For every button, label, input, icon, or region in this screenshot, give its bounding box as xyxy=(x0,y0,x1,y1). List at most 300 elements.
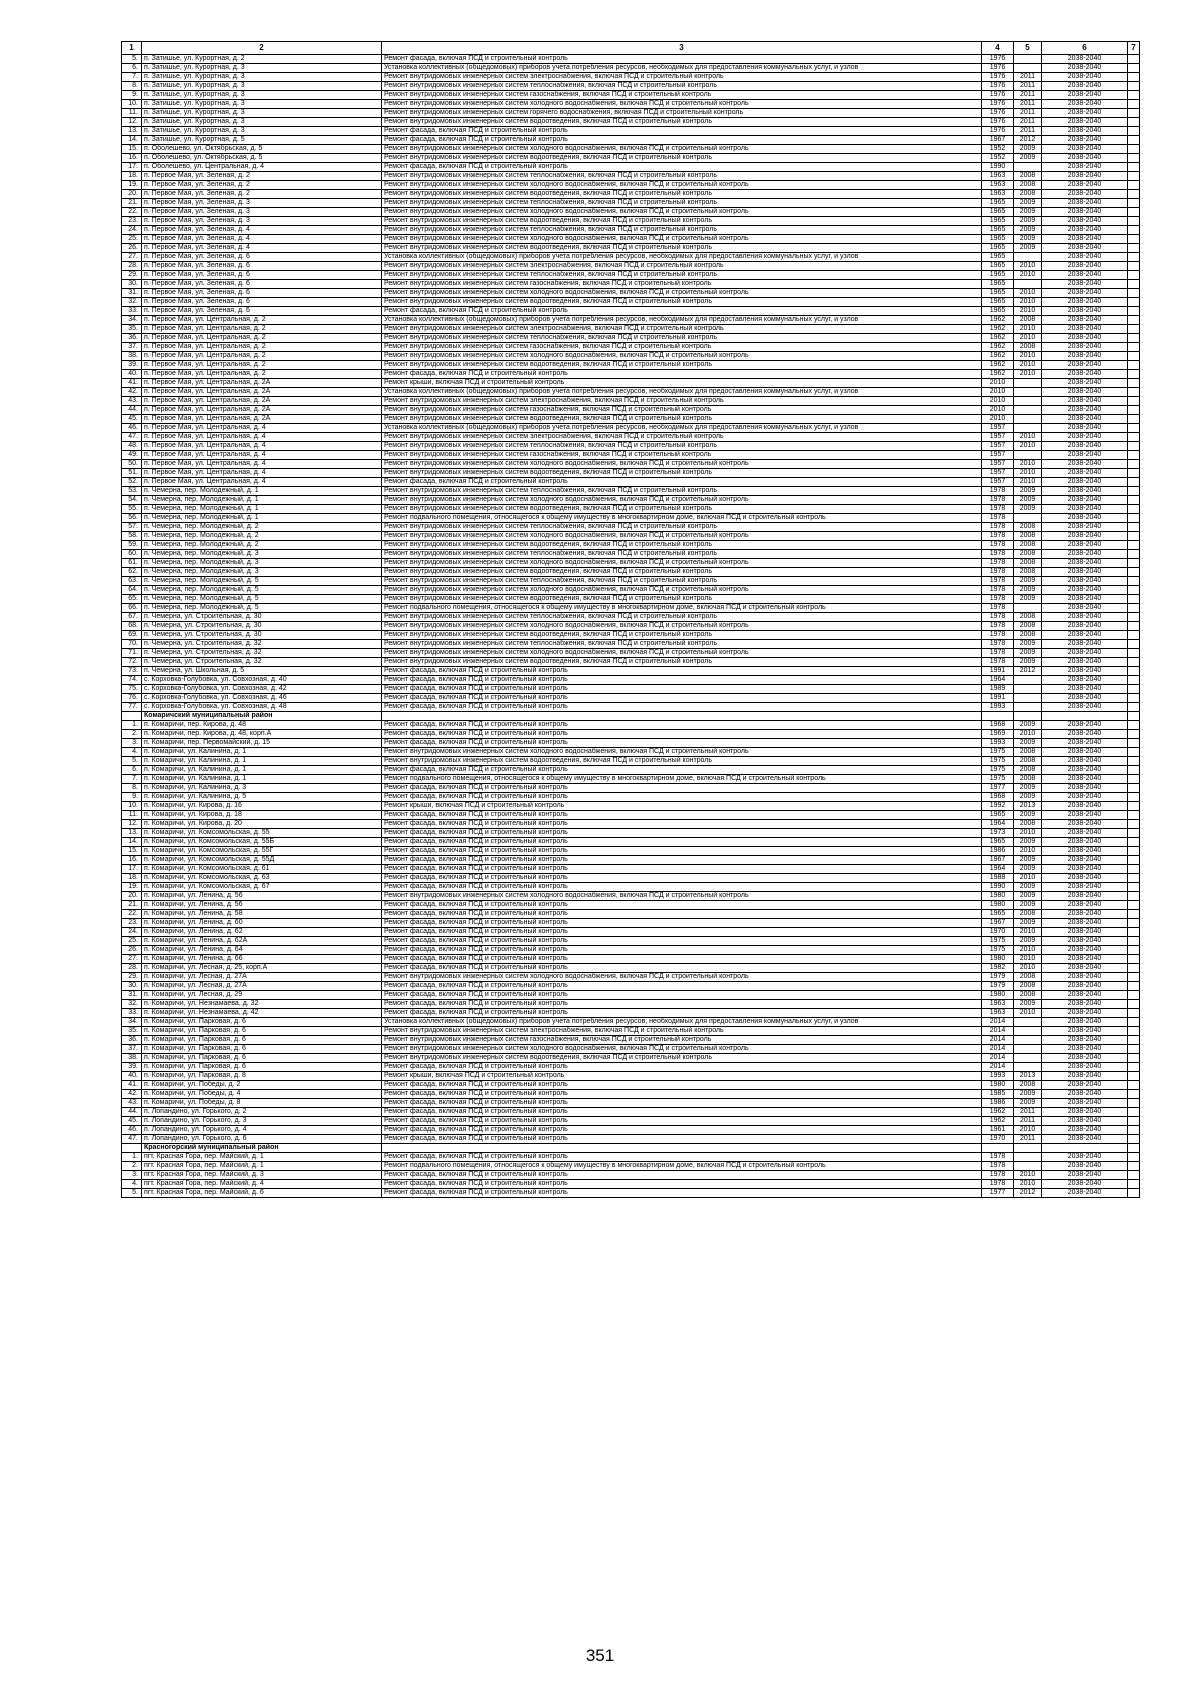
row-number: 9. xyxy=(122,91,142,100)
table-row xyxy=(122,145,1140,154)
address: п. Комаричи, ул. Парковая, д. 6 xyxy=(142,1018,382,1027)
note xyxy=(1128,226,1140,235)
note xyxy=(1128,100,1140,109)
work-type: Ремонт фасада, включая ПСД и строительный контроль xyxy=(382,55,982,64)
note xyxy=(1128,181,1140,190)
note xyxy=(1128,721,1140,730)
planned-period: 2038-2040 xyxy=(1042,802,1128,811)
last-repair-year: 2009 xyxy=(1014,595,1042,604)
work-type: Ремонт фасада, включая ПСД и строительный контроль xyxy=(382,811,982,820)
planned-period: 2038-2040 xyxy=(1042,217,1128,226)
year-built: 1965 xyxy=(982,199,1014,208)
planned-period: 2038-2040 xyxy=(1042,190,1128,199)
note xyxy=(1128,1081,1140,1090)
address: п. Первое Мая, ул. Зеленая, д. 6 xyxy=(142,280,382,289)
work-type: Ремонт внутридомовых инженерных систем теплоснабжения, включая ПСД и строительный контроль xyxy=(382,226,982,235)
row-number: 35. xyxy=(122,1027,142,1036)
work-type: Ремонт фасада, включая ПСД и строительный контроль xyxy=(382,964,982,973)
table-row xyxy=(122,640,1140,649)
work-type: Ремонт внутридомовых инженерных систем водоотведения, включая ПСД и строительный контроль xyxy=(382,631,982,640)
table-row xyxy=(122,694,1140,703)
last-repair-year: 2012 xyxy=(1014,1189,1042,1198)
note xyxy=(1128,1126,1140,1135)
year-built: 1986 xyxy=(982,1099,1014,1108)
year-built: 1964 xyxy=(982,820,1014,829)
last-repair-year xyxy=(1014,1054,1042,1063)
planned-period: 2038-2040 xyxy=(1042,910,1128,919)
row-number: 20. xyxy=(122,190,142,199)
planned-period: 2038-2040 xyxy=(1042,235,1128,244)
planned-period: 2038-2040 xyxy=(1042,307,1128,316)
address: п. Комаричи, ул. Незнамаева, д. 42 xyxy=(142,1009,382,1018)
planned-period: 2038-2040 xyxy=(1042,460,1128,469)
year-built: 1993 xyxy=(982,1072,1014,1081)
last-repair-year: 2010 xyxy=(1014,352,1042,361)
planned-period: 2038-2040 xyxy=(1042,1180,1128,1189)
address: п. Чемерна, ул. Строительная, д. 32 xyxy=(142,649,382,658)
work-type: Ремонт внутридомовых инженерных систем водоотведения, включая ПСД и строительный контроль xyxy=(382,469,982,478)
work-type: Ремонт фасада, включая ПСД и строительный контроль xyxy=(382,721,982,730)
note xyxy=(1128,253,1140,262)
year-built: 1970 xyxy=(982,928,1014,937)
row-number: 32. xyxy=(122,298,142,307)
row-number: 62. xyxy=(122,568,142,577)
year-built: 1963 xyxy=(982,190,1014,199)
work-type: Ремонт внутридомовых инженерных систем газоснабжения, включая ПСД и строительный контроль xyxy=(382,280,982,289)
planned-period: 2038-2040 xyxy=(1042,1063,1128,1072)
year-built: 1957 xyxy=(982,442,1014,451)
last-repair-year: 2009 xyxy=(1014,577,1042,586)
row-number: 22. xyxy=(122,910,142,919)
table-row xyxy=(122,1126,1140,1135)
address: с. Корховка-Голубовка, ул. Совхозная, д. 40 xyxy=(142,676,382,685)
last-repair-year: 2008 xyxy=(1014,190,1042,199)
year-built: 2010 xyxy=(982,388,1014,397)
table-row xyxy=(122,613,1140,622)
table-row xyxy=(122,280,1140,289)
last-repair-year: 2010 xyxy=(1014,370,1042,379)
year-built: 1978 xyxy=(982,496,1014,505)
address: п. Первое Мая, ул. Центральная, д. 4 xyxy=(142,433,382,442)
last-repair-year: 2010 xyxy=(1014,847,1042,856)
table-row xyxy=(122,604,1140,613)
last-repair-year: 2010 xyxy=(1014,829,1042,838)
work-type: Ремонт фасада, включая ПСД и строительный контроль xyxy=(382,127,982,136)
table-row xyxy=(122,811,1140,820)
planned-period: 2038-2040 xyxy=(1042,1009,1128,1018)
year-built: 1978 xyxy=(982,550,1014,559)
planned-period: 2038-2040 xyxy=(1042,1171,1128,1180)
table-row xyxy=(122,775,1140,784)
planned-period: 2038-2040 xyxy=(1042,55,1128,64)
table-row xyxy=(122,199,1140,208)
row-number: 66. xyxy=(122,604,142,613)
last-repair-year: 2008 xyxy=(1014,775,1042,784)
planned-period: 2038-2040 xyxy=(1042,919,1128,928)
address: п. Комаричи, ул. Победы, д. 4 xyxy=(142,1090,382,1099)
address: п. Первое Мая, ул. Центральная, д. 2 xyxy=(142,352,382,361)
last-repair-year: 2008 xyxy=(1014,523,1042,532)
work-type: Ремонт внутридомовых инженерных систем холодного водоснабжения, включая ПСД и строительный контроль xyxy=(382,181,982,190)
address: п. Комаричи, ул. Калинина, д. 1 xyxy=(142,775,382,784)
year-built: 1993 xyxy=(982,739,1014,748)
planned-period: 2038-2040 xyxy=(1042,757,1128,766)
planned-period: 2038-2040 xyxy=(1042,613,1128,622)
last-repair-year: 2010 xyxy=(1014,262,1042,271)
note xyxy=(1128,1018,1140,1027)
address: п. Комаричи, ул. Кирова, д. 16 xyxy=(142,802,382,811)
table-row xyxy=(122,298,1140,307)
last-repair-year: 2010 xyxy=(1014,946,1042,955)
last-repair-year: 2010 xyxy=(1014,289,1042,298)
note xyxy=(1128,280,1140,289)
table-row xyxy=(122,73,1140,82)
table-row xyxy=(122,883,1140,892)
table-row xyxy=(122,703,1140,712)
table-row xyxy=(122,316,1140,325)
row-number: 2. xyxy=(122,1162,142,1171)
table-row xyxy=(122,514,1140,523)
table-row xyxy=(122,667,1140,676)
table-row xyxy=(122,64,1140,73)
work-type: Ремонт фасада, включая ПСД и строительный контроль xyxy=(382,667,982,676)
last-repair-year: 2008 xyxy=(1014,766,1042,775)
table-row xyxy=(122,82,1140,91)
planned-period: 2038-2040 xyxy=(1042,937,1128,946)
year-built: 1965 xyxy=(982,811,1014,820)
work-type: Ремонт внутридомовых инженерных систем теплоснабжения, включая ПСД и строительный контроль xyxy=(382,442,982,451)
row-number: 45. xyxy=(122,1117,142,1126)
last-repair-year: 2009 xyxy=(1014,1099,1042,1108)
last-repair-year xyxy=(1014,685,1042,694)
year-built: 2014 xyxy=(982,1063,1014,1072)
work-type: Установка коллективных (общедомовых) приборов учета потребления ресурсов, необходимых для предоставления коммунальных услуг, и узлов xyxy=(382,253,982,262)
row-number: 26. xyxy=(122,946,142,955)
table-row xyxy=(122,820,1140,829)
planned-period: 2038-2040 xyxy=(1042,478,1128,487)
last-repair-year: 2008 xyxy=(1014,343,1042,352)
planned-period: 2038-2040 xyxy=(1042,514,1128,523)
work-type: Ремонт фасада, включая ПСД и строительный контроль xyxy=(382,1126,982,1135)
year-built: 1992 xyxy=(982,802,1014,811)
row-number: 6. xyxy=(122,766,142,775)
note xyxy=(1128,388,1140,397)
address: п. Комаричи, ул. Лесная, д. 27А xyxy=(142,982,382,991)
work-type: Ремонт фасада, включая ПСД и строительный контроль xyxy=(382,928,982,937)
row-number: 53. xyxy=(122,487,142,496)
address: п. Первое Мая, ул. Зеленая, д. 6 xyxy=(142,289,382,298)
address: п. Чемерна, пер. Молодежный, д. 5 xyxy=(142,595,382,604)
planned-period: 2038-2040 xyxy=(1042,316,1128,325)
year-built: 1963 xyxy=(982,172,1014,181)
note xyxy=(1128,919,1140,928)
planned-period: 2038-2040 xyxy=(1042,388,1128,397)
year-built: 1965 xyxy=(982,244,1014,253)
last-repair-year: 2008 xyxy=(1014,550,1042,559)
table-row xyxy=(122,955,1140,964)
last-repair-year: 2009 xyxy=(1014,793,1042,802)
last-repair-year: 2011 xyxy=(1014,91,1042,100)
last-repair-year: 2008 xyxy=(1014,1081,1042,1090)
row-number: 19. xyxy=(122,181,142,190)
address: п. Первое Мая, ул. Центральная, д. 2А xyxy=(142,406,382,415)
last-repair-year: 2008 xyxy=(1014,910,1042,919)
planned-period: 2038-2040 xyxy=(1042,109,1128,118)
address: п. Комаричи, ул. Калинина, д. 1 xyxy=(142,757,382,766)
note xyxy=(1128,1036,1140,1045)
planned-period: 2038-2040 xyxy=(1042,1153,1128,1162)
planned-period: 2038-2040 xyxy=(1042,820,1128,829)
address: п. Комаричи, ул. Калинина, д. 5 xyxy=(142,793,382,802)
section-title: Красногорский муниципальный район xyxy=(142,1144,382,1153)
planned-period: 2038-2040 xyxy=(1042,253,1128,262)
year-built: 1976 xyxy=(982,64,1014,73)
planned-period: 2038-2040 xyxy=(1042,550,1128,559)
address: п. Комаричи, ул. Ленина, д. 66 xyxy=(142,955,382,964)
last-repair-year: 2010 xyxy=(1014,334,1042,343)
table-row xyxy=(122,325,1140,334)
planned-period: 2038-2040 xyxy=(1042,271,1128,280)
work-type: Ремонт внутридомовых инженерных систем водоотведения, включая ПСД и строительный контроль xyxy=(382,217,982,226)
last-repair-year xyxy=(1014,712,1042,721)
note xyxy=(1128,649,1140,658)
address: п. Комаричи, ул. Комсомольская, д. 67 xyxy=(142,883,382,892)
address: п. Комаричи, ул. Лесная, д. 29 xyxy=(142,991,382,1000)
year-built: 1978 xyxy=(982,505,1014,514)
planned-period: 2038-2040 xyxy=(1042,775,1128,784)
work-type: Установка коллективных (общедомовых) приборов учета потребления ресурсов, необходимых для предоставления коммунальных услуг, и узлов xyxy=(382,424,982,433)
address: п. Чемерна, ул. Строительная, д. 30 xyxy=(142,622,382,631)
address: п. Первое Мая, ул. Зеленая, д. 3 xyxy=(142,199,382,208)
planned-period: 2038-2040 xyxy=(1042,829,1128,838)
last-repair-year: 2010 xyxy=(1014,928,1042,937)
row-number: 33. xyxy=(122,307,142,316)
row-number: 27. xyxy=(122,955,142,964)
last-repair-year: 2009 xyxy=(1014,649,1042,658)
note xyxy=(1128,91,1140,100)
table-row xyxy=(122,658,1140,667)
work-type: Ремонт внутридомовых инженерных систем водоотведения, включая ПСД и строительный контроль xyxy=(382,298,982,307)
address: п. Первое Мая, ул. Центральная, д. 2А xyxy=(142,397,382,406)
row-number: 15. xyxy=(122,145,142,154)
planned-period: 2038-2040 xyxy=(1042,325,1128,334)
work-type: Ремонт подвального помещения, относящегося к общему имуществу в многоквартирном доме, включая ПСД и строительный контроль xyxy=(382,1162,982,1171)
last-repair-year: 2013 xyxy=(1014,1072,1042,1081)
note xyxy=(1128,298,1140,307)
planned-period: 2038-2040 xyxy=(1042,1162,1128,1171)
planned-period: 2038-2040 xyxy=(1042,1126,1128,1135)
address: п. Комаричи, пер. Кирова, д. 48, корп.А xyxy=(142,730,382,739)
row-number: 8. xyxy=(122,82,142,91)
last-repair-year: 2010 xyxy=(1014,478,1042,487)
note xyxy=(1128,874,1140,883)
planned-period: 2038-2040 xyxy=(1042,334,1128,343)
row-number: 34. xyxy=(122,1018,142,1027)
year-built: 1989 xyxy=(982,685,1014,694)
note xyxy=(1128,892,1140,901)
planned-period: 2038-2040 xyxy=(1042,991,1128,1000)
address: п. Первое Мая, ул. Зеленая, д. 3 xyxy=(142,217,382,226)
year-built: 1978 xyxy=(982,631,1014,640)
table-row xyxy=(122,118,1140,127)
table-row xyxy=(122,631,1140,640)
work-type: Ремонт внутридомовых инженерных систем холодного водоснабжения, включая ПСД и строительный контроль xyxy=(382,892,982,901)
year-built: 2010 xyxy=(982,379,1014,388)
year-built: 2014 xyxy=(982,1045,1014,1054)
work-type: Ремонт внутридомовых инженерных систем электроснабжения, включая ПСД и строительный контроль xyxy=(382,433,982,442)
planned-period: 2038-2040 xyxy=(1042,343,1128,352)
work-type: Ремонт внутридомовых инженерных систем водоотведения, включая ПСД и строительный контроль xyxy=(382,118,982,127)
note xyxy=(1128,1009,1140,1018)
year-built: 1957 xyxy=(982,460,1014,469)
planned-period: 2038-2040 xyxy=(1042,406,1128,415)
planned-period: 2038-2040 xyxy=(1042,487,1128,496)
last-repair-year: 2008 xyxy=(1014,316,1042,325)
row-number: 50. xyxy=(122,460,142,469)
address: п. Затишье, ул. Курортная, д. 3 xyxy=(142,73,382,82)
row-number: 14. xyxy=(122,136,142,145)
address: п. Чемерна, пер. Молодежный, д. 1 xyxy=(142,505,382,514)
planned-period: 2038-2040 xyxy=(1042,883,1128,892)
note xyxy=(1128,676,1140,685)
address: пгт. Красная Гора, пер. Майский, д. 4 xyxy=(142,1180,382,1189)
planned-period: 2038-2040 xyxy=(1042,163,1128,172)
last-repair-year: 2010 xyxy=(1014,1171,1042,1180)
year-built: 1990 xyxy=(982,163,1014,172)
note xyxy=(1128,217,1140,226)
section-row xyxy=(122,712,1140,721)
work-type: Ремонт фасада, включая ПСД и строительный контроль xyxy=(382,1117,982,1126)
address: п. Комаричи, ул. Парковая, д. 6 xyxy=(142,1063,382,1072)
row-number: 11. xyxy=(122,811,142,820)
note xyxy=(1128,964,1140,973)
last-repair-year: 2010 xyxy=(1014,433,1042,442)
address: п. Комаричи, ул. Ленина, д. 62 xyxy=(142,928,382,937)
note xyxy=(1128,433,1140,442)
row-number: 11. xyxy=(122,109,142,118)
address: п. Первое Мая, ул. Зеленая, д. 6 xyxy=(142,271,382,280)
work-type: Ремонт внутридомовых инженерных систем водоотведения, включая ПСД и строительный контроль xyxy=(382,658,982,667)
row-number: 30. xyxy=(122,280,142,289)
year-built: 1988 xyxy=(982,874,1014,883)
year-built: 2010 xyxy=(982,415,1014,424)
address: п. Первое Мая, ул. Зеленая, д. 6 xyxy=(142,262,382,271)
note xyxy=(1128,127,1140,136)
note xyxy=(1128,352,1140,361)
address: п. Чемерна, пер. Молодежный, д. 5 xyxy=(142,577,382,586)
header-col-4: 4 xyxy=(982,42,1014,55)
planned-period: 2038-2040 xyxy=(1042,847,1128,856)
planned-period: 2038-2040 xyxy=(1042,559,1128,568)
planned-period: 2038-2040 xyxy=(1042,595,1128,604)
planned-period xyxy=(1042,712,1128,721)
row-number: 39. xyxy=(122,1063,142,1072)
note xyxy=(1128,703,1140,712)
work-type: Ремонт фасада, включая ПСД и строительный контроль xyxy=(382,136,982,145)
address: п. Первое Мая, ул. Зеленая, д. 4 xyxy=(142,226,382,235)
last-repair-year: 2009 xyxy=(1014,892,1042,901)
last-repair-year: 2010 xyxy=(1014,298,1042,307)
work-type: Ремонт внутридомовых инженерных систем холодного водоснабжения, включая ПСД и строительный контроль xyxy=(382,649,982,658)
planned-period: 2038-2040 xyxy=(1042,604,1128,613)
work-type: Ремонт фасада, включая ПСД и строительный контроль xyxy=(382,937,982,946)
last-repair-year: 2009 xyxy=(1014,856,1042,865)
address: п. Лопандино, ул. Горького, д. 2 xyxy=(142,1108,382,1117)
planned-period: 2038-2040 xyxy=(1042,622,1128,631)
address: п. Комаричи, ул. Комсомольская, д. 61 xyxy=(142,865,382,874)
table-row xyxy=(122,226,1140,235)
table-row xyxy=(122,838,1140,847)
planned-period: 2038-2040 xyxy=(1042,523,1128,532)
last-repair-year: 2011 xyxy=(1014,100,1042,109)
last-repair-year: 2009 xyxy=(1014,865,1042,874)
table-row xyxy=(122,982,1140,991)
address: п. Комаричи, ул. Ленина, д. 64 xyxy=(142,946,382,955)
planned-period: 2038-2040 xyxy=(1042,1189,1128,1198)
row-number: 73. xyxy=(122,667,142,676)
year-built: 1978 xyxy=(982,568,1014,577)
row-number: 63. xyxy=(122,577,142,586)
planned-period: 2038-2040 xyxy=(1042,739,1128,748)
planned-period: 2038-2040 xyxy=(1042,874,1128,883)
last-repair-year xyxy=(1014,397,1042,406)
table-row xyxy=(122,685,1140,694)
planned-period: 2038-2040 xyxy=(1042,793,1128,802)
last-repair-year: 2010 xyxy=(1014,730,1042,739)
work-type: Ремонт внутридомовых инженерных систем водоотведения, включая ПСД и строительный контроль xyxy=(382,190,982,199)
planned-period: 2038-2040 xyxy=(1042,658,1128,667)
note xyxy=(1128,928,1140,937)
last-repair-year: 2010 xyxy=(1014,1180,1042,1189)
note xyxy=(1128,406,1140,415)
work-type: Ремонт внутридомовых инженерных систем теплоснабжения, включая ПСД и строительный контроль xyxy=(382,199,982,208)
last-repair-year: 2008 xyxy=(1014,172,1042,181)
table-row xyxy=(122,550,1140,559)
table-row xyxy=(122,415,1140,424)
work-type: Ремонт фасада, включая ПСД и строительный контроль xyxy=(382,1063,982,1072)
table-row xyxy=(122,856,1140,865)
planned-period: 2038-2040 xyxy=(1042,541,1128,550)
row-number: 1. xyxy=(122,721,142,730)
row-number: 43. xyxy=(122,1099,142,1108)
row-number: 39. xyxy=(122,361,142,370)
address: п. Комаричи, ул. Парковая, д. 6 xyxy=(142,1054,382,1063)
last-repair-year: 2010 xyxy=(1014,1126,1042,1135)
planned-period: 2038-2040 xyxy=(1042,1081,1128,1090)
last-repair-year xyxy=(1014,703,1042,712)
row-number: 28. xyxy=(122,964,142,973)
row-number: 16. xyxy=(122,154,142,163)
year-built: 1978 xyxy=(982,1180,1014,1189)
row-number: 77. xyxy=(122,703,142,712)
row-number: 13. xyxy=(122,829,142,838)
year-built: 1979 xyxy=(982,982,1014,991)
planned-period: 2038-2040 xyxy=(1042,631,1128,640)
note xyxy=(1128,1171,1140,1180)
year-built: 1969 xyxy=(982,730,1014,739)
year-built: 1962 xyxy=(982,334,1014,343)
year-built: 2014 xyxy=(982,1027,1014,1036)
last-repair-year: 2011 xyxy=(1014,82,1042,91)
table-row xyxy=(122,847,1140,856)
work-type: Ремонт фасада, включая ПСД и строительный контроль xyxy=(382,946,982,955)
address: п. Комаричи, ул. Комсомольская, д. 55Б xyxy=(142,838,382,847)
work-type: Ремонт внутридомовых инженерных систем электроснабжения, включая ПСД и строительный контроль xyxy=(382,73,982,82)
work-type: Ремонт фасада, включая ПСД и строительный контроль xyxy=(382,1135,982,1144)
last-repair-year: 2009 xyxy=(1014,919,1042,928)
planned-period: 2038-2040 xyxy=(1042,766,1128,775)
row-number: 1. xyxy=(122,1153,142,1162)
